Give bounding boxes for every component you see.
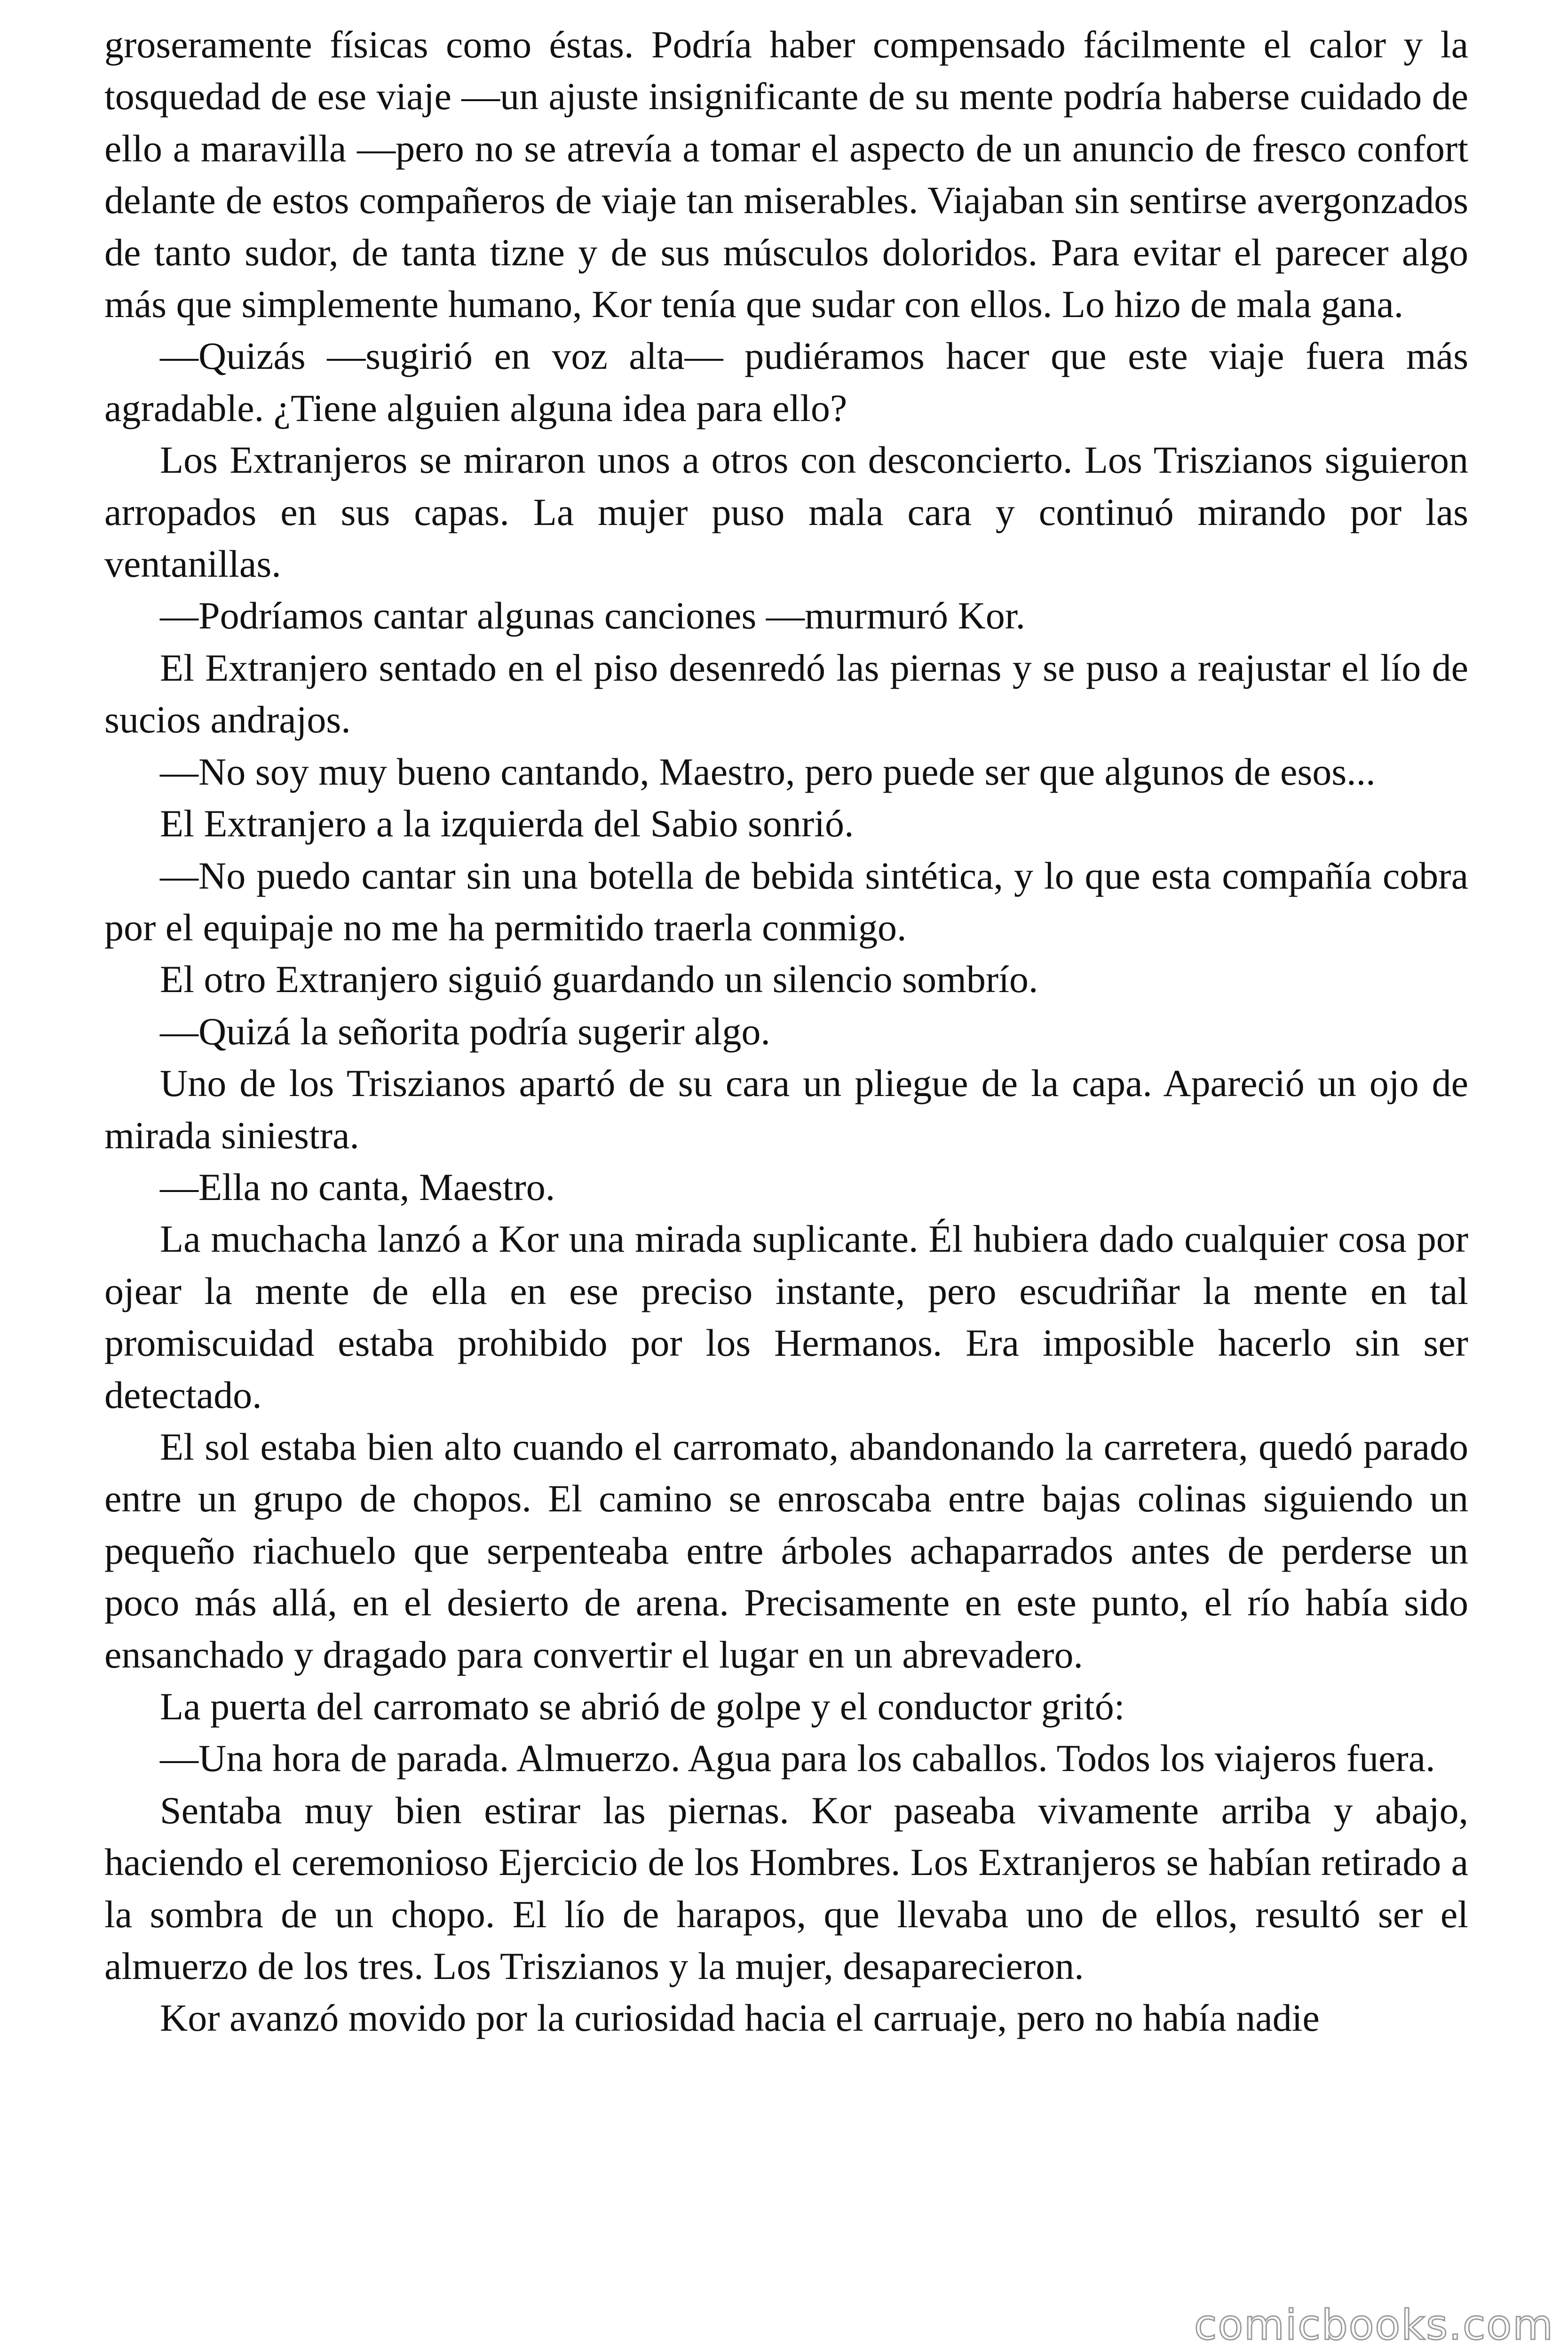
paragraph: Sentaba muy bien estirar las piernas. Kor paseaba vivamente arriba y abajo, haciendo el ceremonioso Ejercicio de los Hombres. Los Extranjeros se habían retirado a la sombra de un chopo. El lío de harapos, que llevaba uno de ellos, resultó ser el almuerzo de los tres. Los Triszianos y la mujer, desaparecieron. <box>104 1788 1468 1988</box>
paragraph: El otro Extranjero siguió guardando un silencio sombrío. <box>160 958 1038 1001</box>
paragraph: Uno de los Triszianos apartó de su cara un pliegue de la capa. Apareció un ojo de mirada siniestra. <box>104 1062 1468 1157</box>
paragraph: —No puedo cantar sin una botella de bebida sintética, y lo que esta compañía cobra por el equipaje no me ha permitido traerla conmigo. <box>104 854 1468 949</box>
paragraph: —Quizás —sugirió en voz alta— pudiéramos hacer que este viaje fuera más agradable. ¿Tiene alguien alguna idea para ello? <box>104 334 1468 429</box>
paragraph: —Una hora de parada. Almuerzo. Agua para los caballos. Todos los viajeros fuera. <box>160 1737 1435 1780</box>
paragraph: La puerta del carromato se abrió de golpe y el conductor gritó: <box>160 1685 1125 1728</box>
paragraph: —Podríamos cantar algunas canciones —murmuró Kor. <box>160 594 1025 637</box>
watermark-logo: comicbooks.com <box>1194 2301 1554 2349</box>
paragraph: El Extranjero a la izquierda del Sabio sonrió. <box>160 802 854 845</box>
paragraph: —No soy muy bueno cantando, Maestro, pero puede ser que algunos de esos... <box>160 750 1376 793</box>
paragraph: —Ella no canta, Maestro. <box>160 1165 555 1208</box>
paragraph: El sol estaba bien alto cuando el carromato, abandonando la carretera, quedó parado entre un grupo de chopos. El camino se enroscaba entre bajas colinas siguiendo un pequeño riachuelo que serpenteaba entre árboles achaparrados antes de perderse un poco más allá, en el desierto de arena. Precisamente en este punto, el río había sido ensanchado y dragado para convertir el lugar en un abrevadero. <box>104 1425 1468 1676</box>
paragraph: El Extranjero sentado en el piso desenredó las piernas y se puso a reajustar el lío de sucios andrajos. <box>104 646 1468 741</box>
paragraph: —Quizá la señorita podría sugerir algo. <box>160 1009 770 1053</box>
page-text <box>104 19 1468 2044</box>
paragraph: groseramente físicas como éstas. Podría haber compensado fácilmente el calor y la tosquedad de ese viaje —un ajuste insignificante de su mente podría haberse cuidado de ello a maravilla —pero no se atrevía a tomar el aspecto de un anuncio de fresco confort delante de estos compañeros de viaje tan miserables. Viajaban sin sentirse avergonzados de tanto sudor, de tanta tizne y de sus músculos doloridos. Para evitar el parecer algo más que simplemente humano, Kor tenía que sudar con ellos. Lo hizo de mala gana. <box>104 23 1468 326</box>
paragraph: Los Extranjeros se miraron unos a otros con desconcierto. Los Triszianos siguieron arropados en sus capas. La mujer puso mala cara y continuó mirando por las ventanillas. <box>104 438 1468 586</box>
paragraph: La muchacha lanzó a Kor una mirada suplicante. Él hubiera dado cualquier cosa por ojear la mente de ella en ese preciso instante, pero escudriñar la mente en tal promiscuidad estaba prohibido por los Hermanos. Era imposible hacerlo sin ser detectado. <box>104 1217 1468 1416</box>
paragraph: Kor avanzó movido por la curiosidad hacia el carruaje, pero no había nadie <box>160 1996 1320 2040</box>
